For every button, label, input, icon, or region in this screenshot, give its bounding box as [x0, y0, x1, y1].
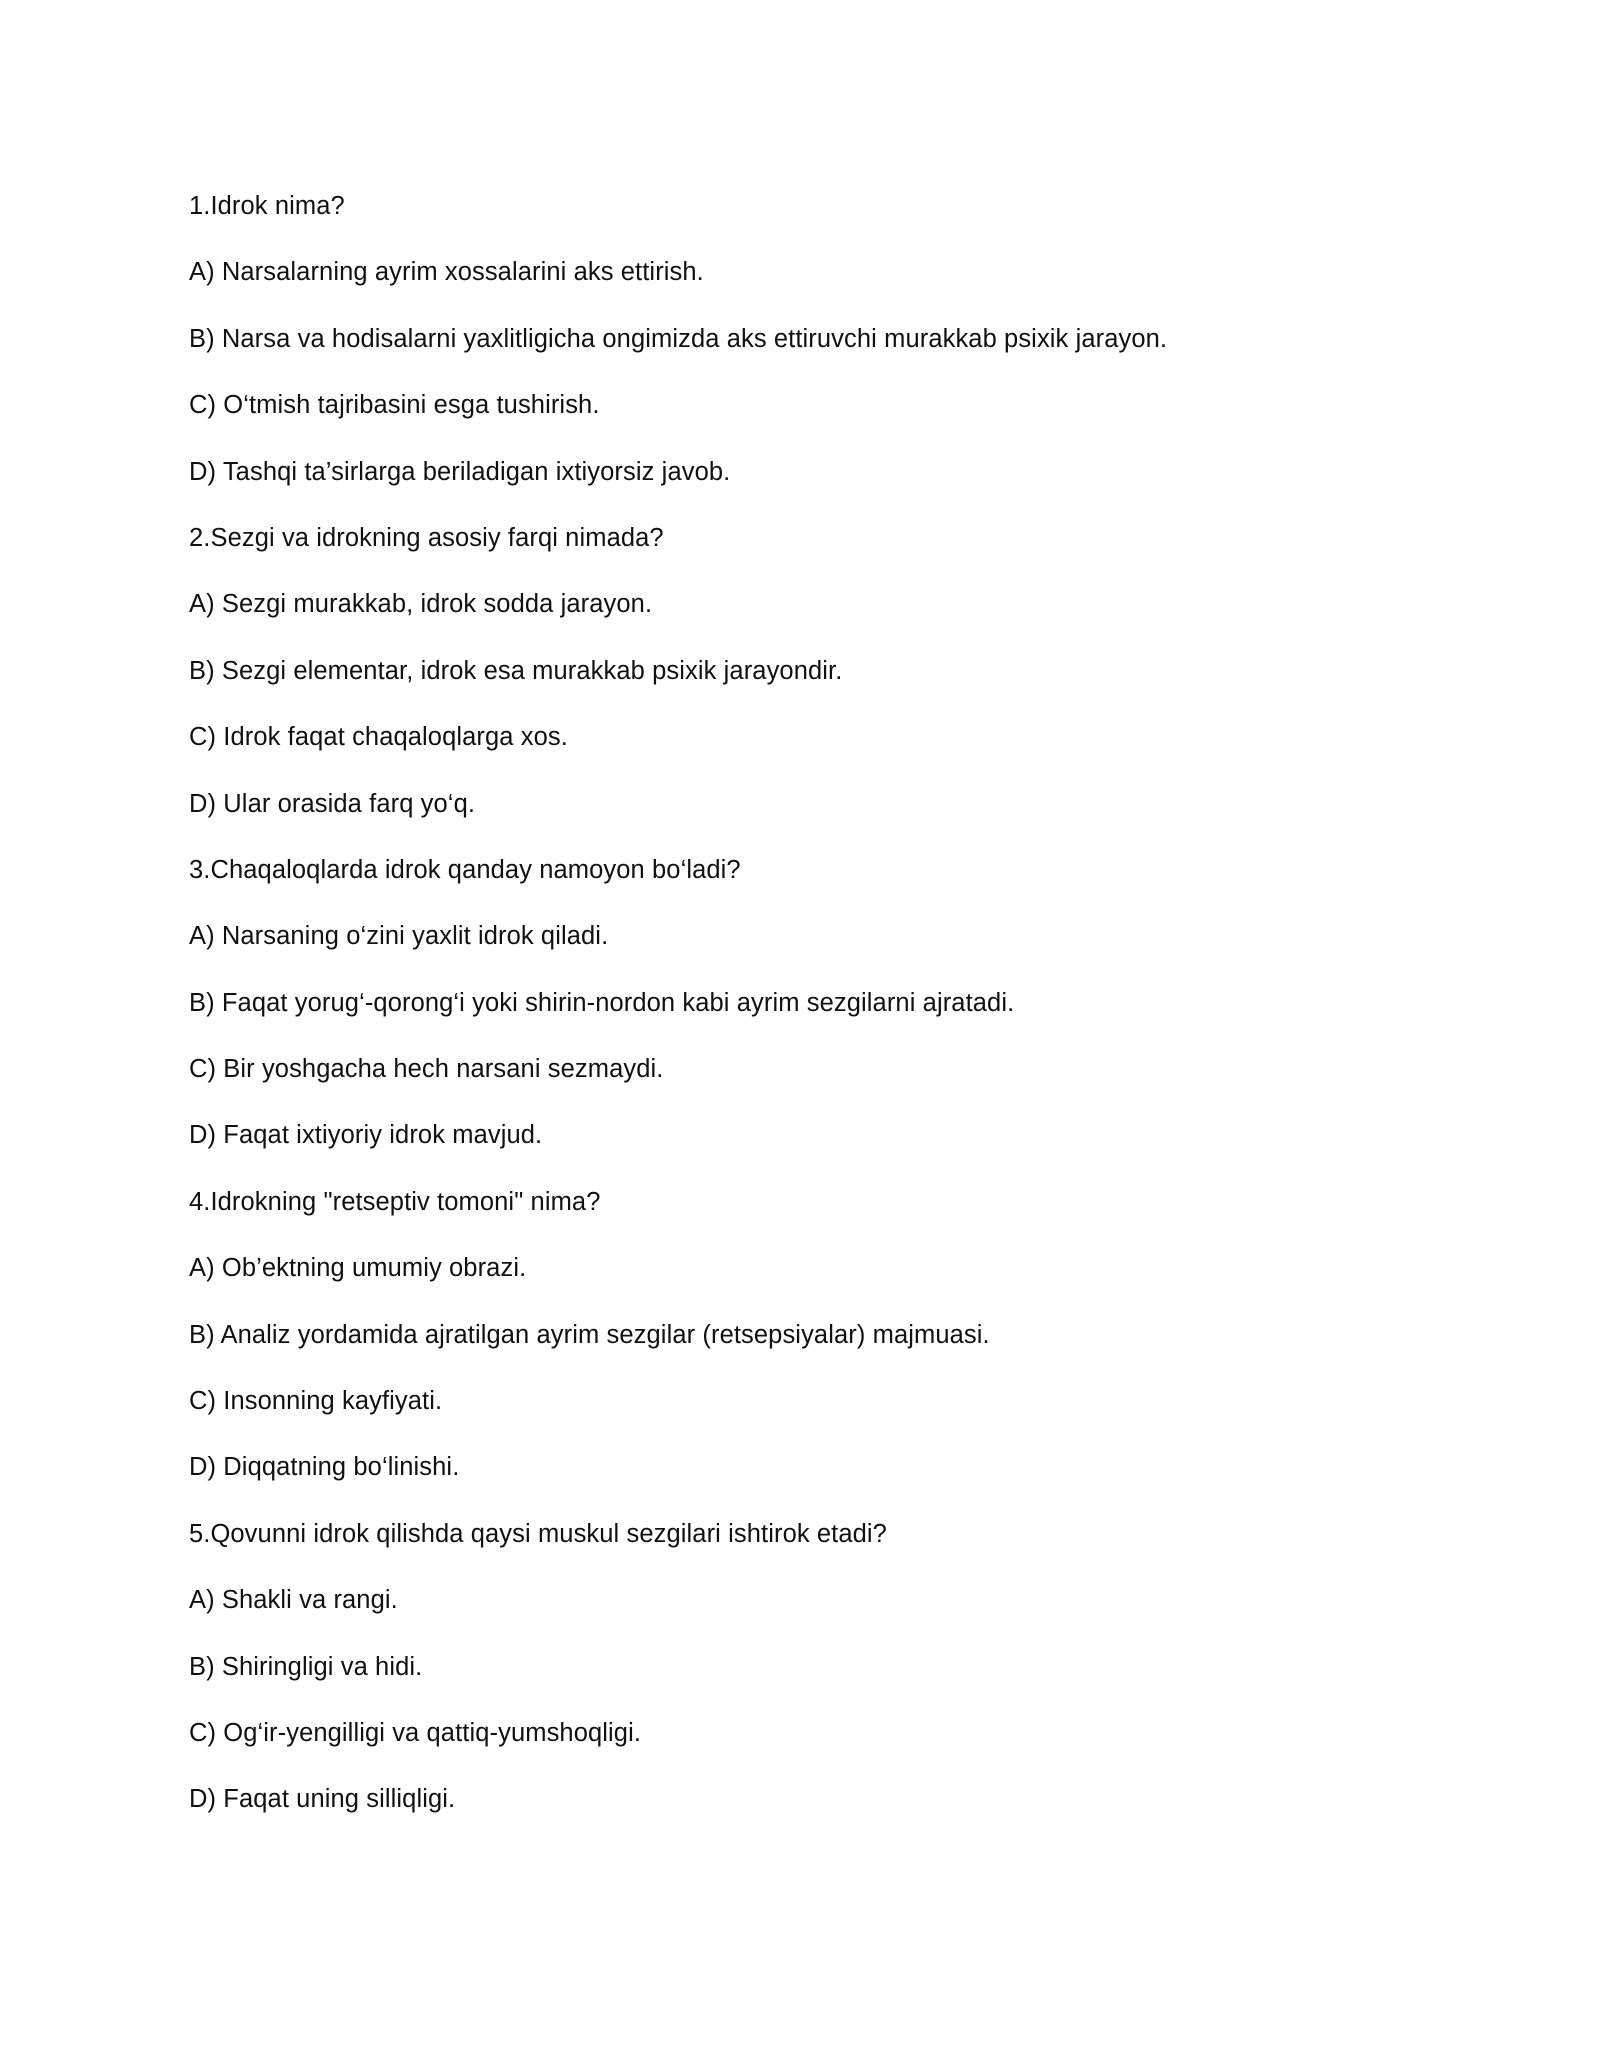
question-2-option-b: B) Sezgi elementar, idrok esa murakkab psixik jarayondir. — [189, 656, 843, 685]
question-5-option-d: D) Faqat uning silliqligi. — [189, 1785, 456, 1814]
question-1-option-c: C) O‘tmish tajribasini esga tushirish. — [189, 391, 600, 420]
question-3-option-c: C) Bir yoshgacha hech narsani sezmaydi. — [189, 1055, 664, 1084]
question-4-option-d: D) Diqqatning bo‘linishi. — [189, 1453, 460, 1482]
quiz-content — [189, 186, 1449, 1846]
question-2: 2.Sezgi va idrokning asosiy farqi nimada? — [189, 523, 664, 552]
question-4-option-b: B) Analiz yordamida ajratilgan ayrim sezgilar (retsepsiyalar) majmuasi. — [189, 1320, 990, 1349]
question-2-option-d: D) Ular orasida farq yo‘q. — [189, 789, 476, 818]
question-3-option-b: B) Faqat yorug‘-qorong‘i yoki shirin-nordon kabi ayrim sezgilarni ajratadi. — [189, 988, 1015, 1017]
question-4-option-c: C) Insonning kayfiyati. — [189, 1387, 443, 1416]
question-2-option-a: A) Sezgi murakkab, idrok sodda jarayon. — [189, 590, 653, 619]
question-1: 1.Idrok nima? — [189, 192, 345, 220]
question-1-option-b: B) Narsa va hodisalarni yaxlitligicha ongimizda aks ettiruvchi murakkab psixik jarayon. — [189, 324, 1168, 353]
question-3-option-d: D) Faqat ixtiyoriy idrok mavjud. — [189, 1121, 543, 1150]
question-5-option-c: C) Og‘ir-yengilligi va qattiq-yumshoqligi. — [189, 1718, 642, 1747]
question-4: 4.Idrokning "retseptiv tomoni" nima? — [189, 1187, 601, 1216]
question-2-option-c: C) Idrok faqat chaqaloqlarga xos. — [189, 723, 568, 752]
question-4-option-a: A) Ob’ektning umumiy obrazi. — [189, 1254, 527, 1283]
question-1-option-d: D) Tashqi ta’sirlarga beriladigan ixtiyorsiz javob. — [189, 457, 731, 486]
question-5: 5.Qovunni idrok qilishda qaysi muskul sezgilari ishtirok etadi? — [189, 1519, 887, 1548]
question-3: 3.Chaqaloqlarda idrok qanday namoyon bo‘ladi? — [189, 855, 741, 884]
question-3-option-a: A) Narsaning o‘zini yaxlit idrok qiladi. — [189, 922, 609, 951]
question-5-option-b: B) Shiringligi va hidi. — [189, 1652, 423, 1681]
question-5-option-a: A) Shakli va rangi. — [189, 1586, 398, 1615]
question-1-option-a: A) Narsalarning ayrim xossalarini aks ettirish. — [189, 258, 704, 287]
